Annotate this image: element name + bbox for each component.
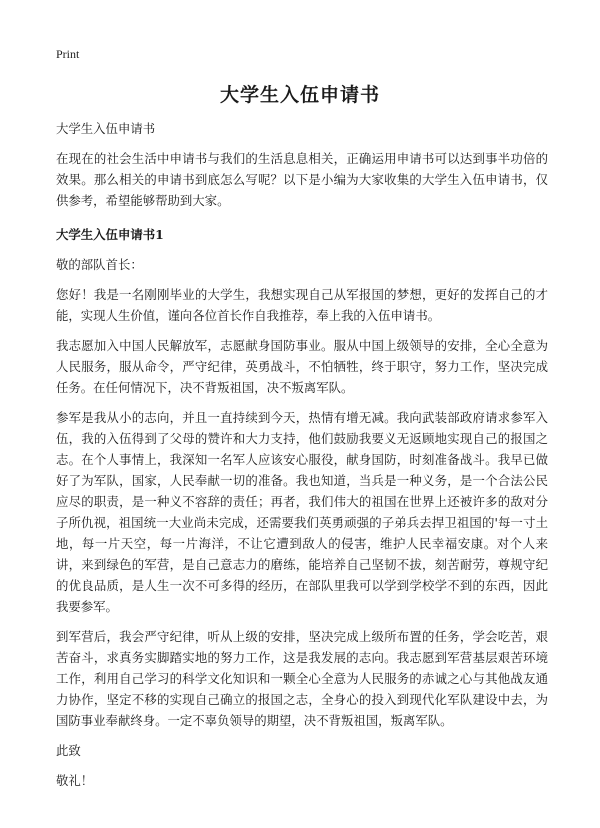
body-paragraph: 到军营后，我会严守纪律，听从上级的安排，坚决完成上级所布置的任务，学会吃苦，艰苦奋斗，求真务实脚踏实地的努力工作，这是我发展的志向。我志愿到军营基层艰苦环境工作，利用自己学习的科学文化知识和一颗全心全意为人民服务的赤诚之心与其他战友通力协作，坚定不移的实现自己确立的报国之志，全身心的投入到现代化军队建设中去，为国防事业奉献终身。一定不辜负领导的期望，决不背叛祖国，叛离军队。 bbox=[56, 629, 548, 728]
body-paragraph: 参军是我从小的志向，并且一直持续到今天，热情有增无减。我向武装部政府请求参军入伍，我的入伍得到了父母的赞许和大力支持，他们鼓励我要义无返顾地实现自己的报国之志。在个人事情上，我深知一名军人应该安心服役，献身国防，时刻准备战斗。我早已做好了为军队，国家，人民奉献一切的准备。我也知道，当兵是一种义务，是一个合法公民应尽的职责，是一种义不容辞的责任；再者，我们伟大的祖国在世界上还被许多的敌对分子所仇视，祖国统一大业尚未完成，还需要我们英勇顽强的子弟兵去捍卫祖国的'每一寸土地，每一片天空，每一片海洋，不让它遭到敌人的侵害，维护人民幸福安康。对个人来讲，来到绿色的军营，是自己意志力的磨练，能培养自己坚韧不拔，刻苦耐劳，尊规守纪的优良品质，是人生一次不可多得的经历，在部队里我可以学到学校学不到的东西，因此我要参军。 bbox=[56, 410, 548, 614]
section-heading: 大学生入伍申请书1 bbox=[56, 227, 164, 242]
body-paragraph: 您好！我是一名刚刚毕业的大学生，我想实现自己从军报国的梦想，更好的发挥自己的才能，实现人生价值，谨向各位首长作自我推荐，奉上我的入伍申请书。 bbox=[56, 287, 548, 323]
document-body bbox=[56, 118, 548, 800]
closing-line: 此致 bbox=[56, 743, 81, 758]
intro-paragraph: 在现在的社会生活中申请书与我们的生活息息相关，正确运用申请书可以达到事半功倍的效果。那么相关的申请书到底怎么写呢？以下是小编为大家收集的大学生入伍申请书，仅供参考，希望能够帮助到大家。 bbox=[56, 151, 548, 208]
document-title: 大学生入伍申请书 bbox=[219, 84, 380, 106]
body-paragraph: 我志愿加入中国人民解放军，志愿献身国防事业。服从中国上级领导的安排，全心全意为人民服务，服从命令，严守纪律，英勇战斗，不怕牺牲，终于职守，努力工作，坚决完成任务。在任何情况下，决不背叛祖国，决不叛离军队。 bbox=[56, 338, 548, 395]
closing-salute: 敬礼！ bbox=[56, 773, 94, 788]
print-link[interactable]: Print bbox=[56, 47, 80, 61]
salutation: 敬的部队首长： bbox=[56, 257, 143, 272]
document-subtitle: 大学生入伍申请书 bbox=[56, 121, 156, 136]
